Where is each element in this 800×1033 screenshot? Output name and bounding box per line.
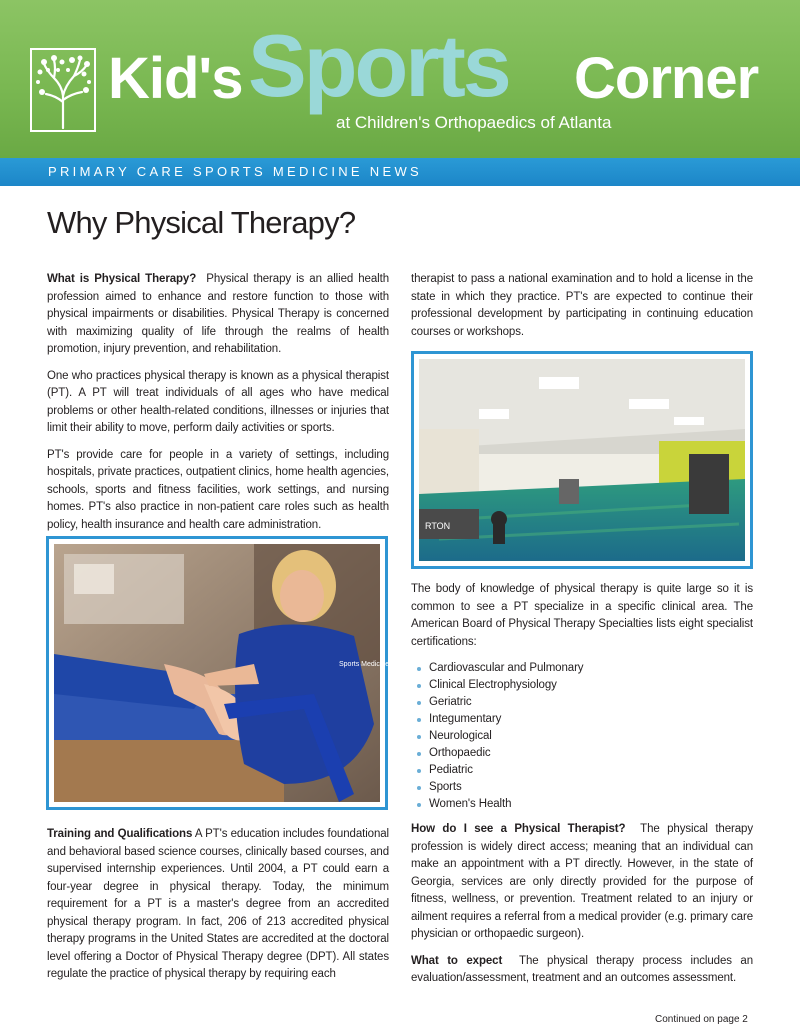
paragraph-settings: PT's provide care for people in a variety of settings, including hospitals, private practices, outpatient clinics, home health agencies, schools, sports and fitness facilities, work settings, and nursing homes. PT's also practice in non-patient care roles such as health policy, health insurance and health care administration. [47,448,389,531]
right-column-top [411,271,753,350]
paragraph-heading: Training and Qualifications [47,828,193,840]
paragraph-how-to-see [411,821,753,944]
paragraph-text: The physical therapy process includes an evaluation/assessment, treatment and an outcomes assessment. [411,954,754,984]
right-column [411,581,753,997]
paragraph-heading: What to expect [411,954,503,967]
paragraph-text: The physical therapy profession is widely direct access; meaning that an individual can make an appointment with a PT directly. However, in the state of Georgia, services are only directly provided for the purpose of fitness, wellness, or prevention. Treatment related to an injury or ailment requires a referral from a medical provider (e.g. primary care physician or orthopaedic surgeon). [411,823,753,940]
list-item: Women's Health [429,796,753,813]
list-item: Sports [429,779,753,796]
title-sports: Sports [248,16,509,115]
equipment-label: RTON [425,521,451,531]
masthead [0,0,800,158]
paragraph-what-is-pt [47,271,389,359]
clinic-photo [411,351,753,569]
specialty-list [411,660,753,813]
list-item: Cardiovascular and Pulmonary [429,660,753,677]
paragraph-who-practices: One who practices physical therapy is known as a physical therapist (PT). A PT will treat individuals of all ages who have medical problems or other health-related conditions, illnesses or injuries that limit their ability to move, perform daily activities or sports. [47,369,389,434]
paragraph-text: Physical therapy is an allied health profession aimed to enhance and restore function to those with physical impairments or disabilities. Physical Therapy is concerned with maximizing quality of life through the realms of health promotion, injury prevention, and rehabilitation. [47,273,389,355]
masthead-subtitle: at Children's Orthopaedics of Atlanta [336,113,612,132]
therapist-photo [46,536,388,810]
paragraph-heading: How do I see a Physical Therapist? [411,823,626,835]
paragraph-training [47,826,389,984]
paragraph-text: A PT's education includes foundational and behavioral based science courses, clinically based courses, and supervised internship experiences. Until 2004, a PT could earn a four-year degree in physical therapy. Today, the minimum requirement for a PT is a master's degree from an accredited physical therapy program. In fact, 206 of 213 accredited physical therapy programs in the United States are accredited at the doctoral level offering a Doctor of Physical Therapy degree (DPT). All states regulate the practice of physical therapy by requiring each [47,828,390,980]
tree-logo-icon [30,48,96,132]
list-item: Geriatric [429,694,753,711]
continued-note: Continued on page 2 [655,1014,748,1025]
left-column [47,271,389,543]
section-banner [0,158,800,186]
left-column-lower [47,826,389,993]
paragraph-what-to-expect [411,953,753,988]
list-item: Integumentary [429,711,753,728]
list-item: Clinical Electrophysiology [429,677,753,694]
list-item: Neurological [429,728,753,745]
paragraph-specialize: The body of knowledge of physical therapy is quite large so it is common to see a PT specialize in a specific clinical area. The American Board of Physical Therapy Specialties lists eight specialist certifications: [411,583,753,648]
paragraph-licensing: therapist to pass a national examination and to hold a license in the state in which they practice. PT's are expected to continue their professional development by participating in continuing education courses or workshops. [411,273,753,338]
title-corner: Corner [574,46,759,111]
shirt-logo: Sports Medicine [339,661,390,668]
list-item: Orthopaedic [429,745,753,762]
title-kids: Kid's [108,46,243,111]
page-title: Why Physical Therapy? [47,205,356,240]
paragraph-heading: What is Physical Therapy? [47,273,197,285]
section-banner-text: PRIMARY CARE SPORTS MEDICINE NEWS [48,164,423,179]
list-item: Pediatric [429,762,753,779]
